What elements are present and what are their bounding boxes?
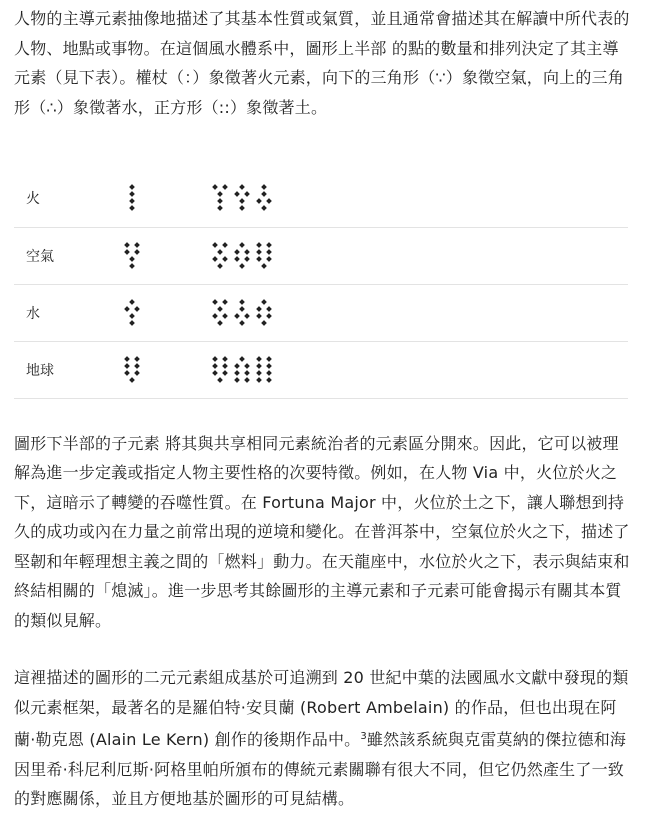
geomantic-figure: [256, 184, 272, 212]
geomantic-figure: [234, 242, 250, 270]
sub-figures-cell: [212, 341, 628, 398]
figure-dot: [256, 256, 262, 262]
figure-dot: [129, 191, 135, 197]
geomantic-figure: [256, 356, 272, 384]
figure-dot: [129, 377, 135, 383]
figure-dot: [222, 242, 228, 248]
figure-dot: [239, 306, 245, 312]
figure-dot: [222, 313, 228, 319]
geomantic-figure: [212, 242, 228, 270]
figure-dot: [217, 320, 223, 326]
figure-dot: [217, 306, 223, 312]
figure-dot: [222, 299, 228, 305]
figure-dot: [239, 299, 245, 305]
figure-dot: [134, 306, 140, 312]
figure-dot: [261, 263, 267, 269]
element-row: [14, 284, 628, 341]
figure-dot: [261, 299, 267, 305]
figure-dot: [212, 299, 218, 305]
figure-dot: [129, 256, 135, 262]
geomantic-figure: [212, 184, 228, 212]
figure-dot: [124, 242, 130, 248]
figure-dot: [124, 363, 130, 369]
figure-dot: [222, 256, 228, 262]
figure-dot: [129, 313, 135, 319]
figure-dot: [266, 370, 272, 376]
leading-figure-cell: [124, 284, 212, 341]
figure-dot: [124, 370, 130, 376]
geomantic-figure: [256, 242, 272, 270]
figure-dot: [266, 198, 272, 204]
figure-dot: [212, 242, 218, 248]
figure-dot: [234, 370, 240, 376]
figure-dot: [256, 249, 262, 255]
geomantic-figure: [234, 356, 250, 384]
figure-dot: [239, 356, 245, 362]
figure-dot: [261, 205, 267, 211]
figure-dot: [266, 356, 272, 362]
figure-dot: [212, 256, 218, 262]
figure-dot: [129, 320, 135, 326]
figure-dot: [266, 249, 272, 255]
leading-figure-cell: [124, 341, 212, 398]
figure-dot: [239, 198, 245, 204]
intro-paragraph: 人物的主導元素抽像地描述了其基本性質或氣質，並且通常會描述其在解讀中所代表的人物、地點或事物。在這個風水體系中，圖形上半部 的點的數量和排列決定了其主導元素（見下表）。權杖（：）象徵著火元素，向下的三角形（∵）象徵空氣，向上的三角形（∴）象徵著水，正方形（::）象徵著土。: [14, 9, 630, 117]
figure-dot: [124, 249, 130, 255]
figure-dot: [212, 184, 218, 190]
figure-dot: [256, 370, 262, 376]
leading-geomantic-figure: [124, 299, 140, 327]
sub-figures-cell: [212, 170, 628, 227]
leading-geomantic-figure: [124, 242, 140, 270]
figure-dot: [222, 363, 228, 369]
figure-dot: [217, 205, 223, 211]
figure-dot: [266, 377, 272, 383]
figure-dot: [234, 363, 240, 369]
figure-dot: [222, 184, 228, 190]
figure-dot: [234, 377, 240, 383]
figure-dot: [134, 249, 140, 255]
figure-dot: [244, 363, 250, 369]
figure-dot: [266, 242, 272, 248]
figure-dot: [256, 377, 262, 383]
figure-dot: [239, 320, 245, 326]
figure-dot: [244, 249, 250, 255]
figure-dot: [266, 306, 272, 312]
sub-figures-cell: [212, 284, 628, 341]
figure-dot: [134, 370, 140, 376]
leading-geomantic-figure: [124, 184, 140, 212]
figure-dot: [244, 191, 250, 197]
figure-dot: [266, 313, 272, 319]
figure-dot: [244, 370, 250, 376]
geomantic-figure: [256, 299, 272, 327]
figure-dot: [134, 242, 140, 248]
figure-dot: [261, 191, 267, 197]
leading-figure-cell: [124, 227, 212, 284]
geomantic-figure: [212, 356, 228, 384]
element-name: 空氣: [26, 248, 54, 265]
figure-dot: [217, 198, 223, 204]
figure-dot: [261, 320, 267, 326]
figure-dot: [261, 184, 267, 190]
sub-element-paragraph: 圖形下半部的子元素 將其與共享相同元素統治者的元素區分開來。因此，它可以被理解為進一步定義或指定人物主要性格的次要特徵。例如，在人物 Via 中，火位於火之下，這暗示了轉變的吞噬性質。在 Fortuna Major 中，火位於土之下，讓人聯想到持久的成功或內在力量之前常出現的逆境和變化。在普洱茶中，空氣位於火之下，描述了堅韌和年輕理想主義之間的「燃料」動力。在天龍座中，水位於火之下，表示與結束和終結相關的「熄滅」。進一步思考其餘圖形的主導元素和子元素可能會揭示有關其本質的類似見解。: [14, 433, 630, 630]
figure-dot: [266, 363, 272, 369]
figure-dot: [217, 263, 223, 269]
figure-dot: [256, 356, 262, 362]
figure-dot: [244, 313, 250, 319]
figure-dot: [217, 191, 223, 197]
element-row: [14, 341, 628, 398]
figure-dot: [129, 184, 135, 190]
figure-dot: [239, 205, 245, 211]
figure-dot: [239, 263, 245, 269]
origin-text-before: 這裡描述的圖形的二元元素組成基於可追溯到 20 世紀中葉的法國風水文獻中發現的類似元素框架，最著名的是羅伯特·安貝蘭 (Robert Ambelain) 的作品，但也出現在阿蘭·勒克恩 (Alain Le Kern) 創作的後期作品中。: [14, 668, 629, 749]
geomantic-figure: [234, 184, 250, 212]
element-name: 地球: [26, 362, 54, 379]
figure-dot: [129, 205, 135, 211]
figure-dot: [239, 242, 245, 248]
figure-dot: [234, 191, 240, 197]
figure-dot: [234, 256, 240, 262]
figure-dot: [217, 249, 223, 255]
figure-dot: [212, 370, 218, 376]
elements-table: [14, 170, 628, 399]
figure-dot: [234, 249, 240, 255]
figure-dot: [129, 198, 135, 204]
leading-figure-cell: [124, 170, 212, 227]
sub-figures-cell: [212, 227, 628, 284]
geomantic-figure: [212, 299, 228, 327]
figure-dot: [256, 363, 262, 369]
figure-dot: [244, 256, 250, 262]
figure-dot: [212, 313, 218, 319]
figure-dot: [234, 313, 240, 319]
element-name: 火: [26, 191, 40, 208]
figure-dot: [256, 313, 262, 319]
figure-dot: [217, 377, 223, 383]
figure-dot: [266, 256, 272, 262]
figure-dot: [124, 306, 130, 312]
figure-dot: [256, 198, 262, 204]
figure-dot: [239, 184, 245, 190]
figure-dot: [129, 299, 135, 305]
element-row: [14, 227, 628, 284]
element-row: [14, 170, 628, 227]
figure-dot: [212, 363, 218, 369]
figure-dot: [129, 263, 135, 269]
element-name: 水: [26, 305, 40, 322]
figure-dot: [256, 242, 262, 248]
geomantic-figure: [234, 299, 250, 327]
figure-dot: [212, 356, 218, 362]
figure-dot: [244, 377, 250, 383]
origin-text-after: 雖然該系統與克雷莫納的傑拉德和海因里希·科尼利厄斯·阿格里帕所頒布的傳統元素關聯有很大不同，但它仍然產生了一致的對應關係，並且方便地基於圖形的可見結構。: [14, 730, 627, 808]
figure-dot: [256, 306, 262, 312]
figure-dot: [124, 356, 130, 362]
figure-dot: [134, 363, 140, 369]
figure-dot: [134, 356, 140, 362]
footnote-marker[interactable]: 3: [360, 731, 367, 742]
origin-paragraph: [14, 663, 630, 814]
figure-dot: [222, 370, 228, 376]
figure-dot: [222, 356, 228, 362]
leading-geomantic-figure: [124, 356, 140, 384]
article: [14, 4, 630, 814]
